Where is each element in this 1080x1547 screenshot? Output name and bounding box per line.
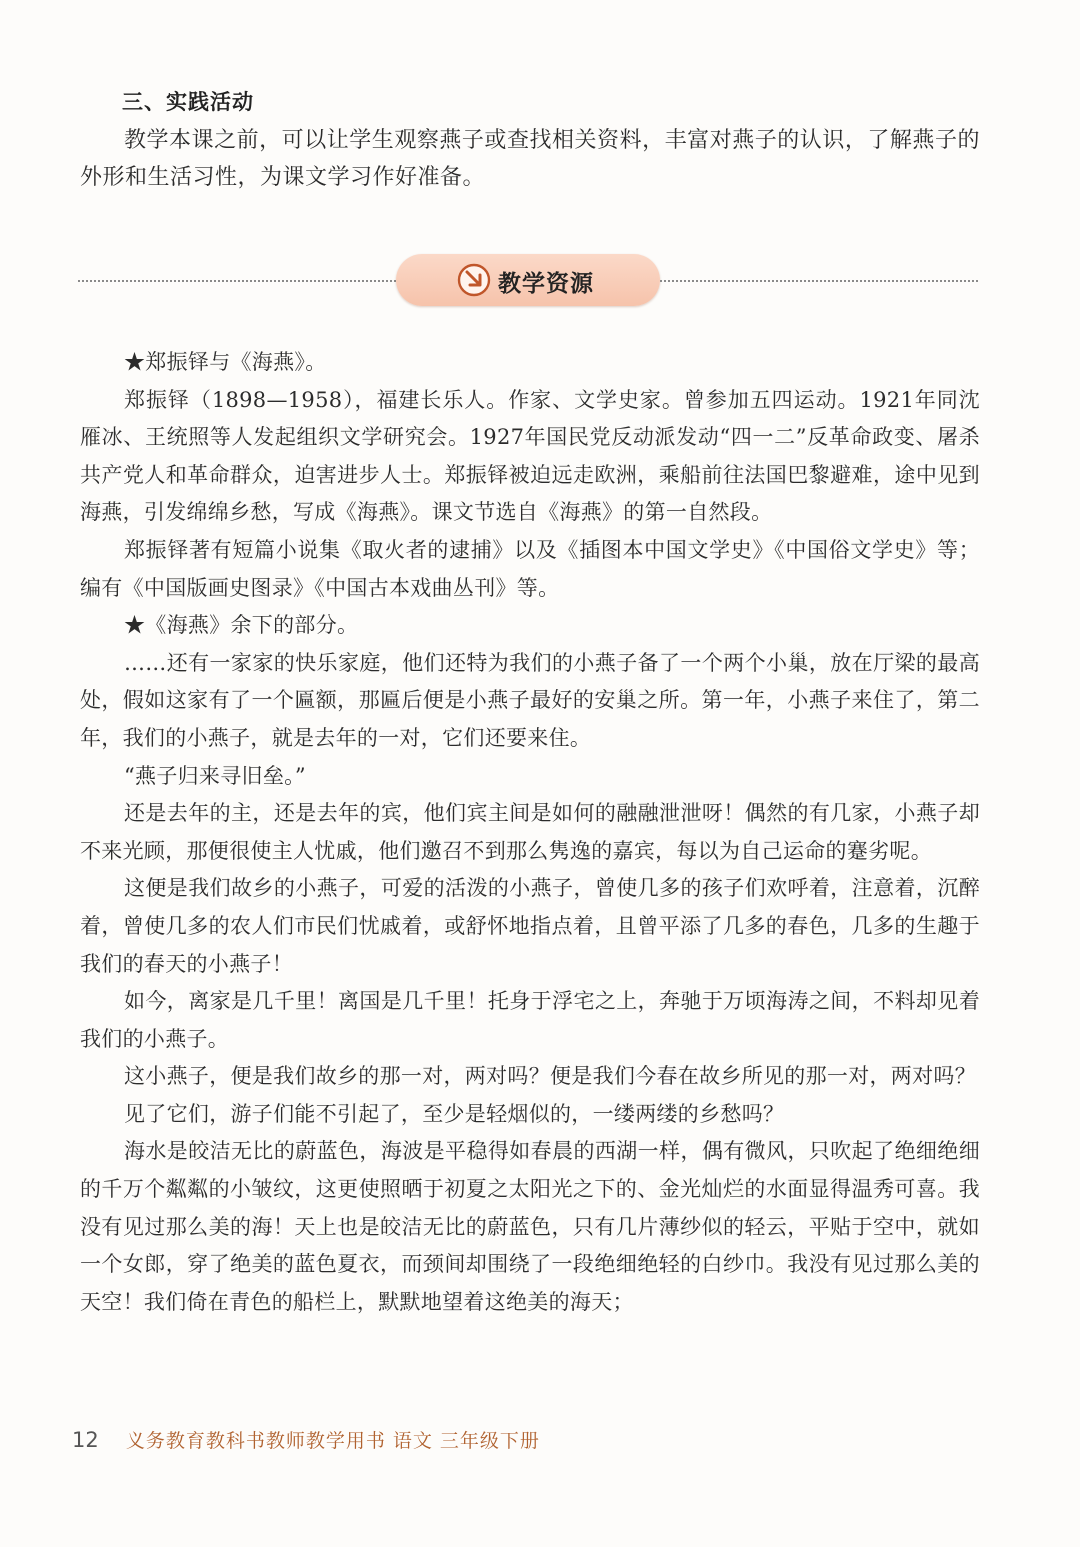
banner-left-dotted-rule (78, 280, 396, 282)
banner-right-dotted-rule (660, 280, 978, 282)
resource-paragraph: 如今，离家是几千里！离国是几千里！托身于浮宅之上，奔驰于万顷海涛之间，不料却见着我们的小燕子。 (80, 989, 980, 1051)
resources-body (80, 344, 980, 1321)
resources-banner (78, 252, 978, 310)
practice-heading: 三、实践活动 (122, 90, 254, 114)
resource-paragraph: 见了它们，游子们能不引起了，至少是轻烟似的，一缕两缕的乡愁吗？ (124, 1101, 785, 1126)
banner-title: 教学资源 (498, 271, 594, 297)
resource-paragraph: 郑振铎（1898—1958），福建长乐人。作家、文学史家。曾参加五四运动。1921年同沈雁冰、王统照等人发起组织文学研究会。1927年国民党反动派发动“四一二”反革命政变、屠杀共产党人和革命群众，迫害进步人士。郑振铎被迫远走欧洲，乘船前往法国巴黎避难，途中见到海燕，引发绵绵乡愁，写成《海燕》。课文节选自《海燕》的第一自然段。 (80, 387, 980, 525)
resource-paragraph: 这便是我们故乡的小燕子，可爱的活泼的小燕子，曾使几多的孩子们欢呼着，注意着，沉醉着，曾使几多的农人们市民们忧戚着，或舒怀地指点着，且曾平添了几多的春色，几多的生趣于我们的春天的小燕子！ (80, 876, 980, 976)
resource-paragraph: 还是去年的主，还是去年的宾，他们宾主间是如何的融融泄泄呀！偶然的有几家，小燕子却不来光顾，那便很使主人忧戚，他们邀召不到那么隽逸的嘉宾，每以为自己运命的蹇劣呢。 (80, 801, 980, 863)
page-footer (72, 1426, 540, 1453)
resource-paragraph: 郑振铎著有短篇小说集《取火者的逮捕》以及《插图本中国文学史》《中国俗文学史》等；编有《中国版画史图录》《中国古本戏曲丛刊》等。 (80, 537, 980, 600)
book-title: 义务教育教科书教师教学用书 语文 三年级下册 (125, 1430, 540, 1452)
resource-paragraph: ★《海燕》余下的部分。 (124, 613, 359, 638)
resource-paragraph: 海水是皎洁无比的蔚蓝色，海波是平稳得如春晨的西湖一样，偶有微风，只吹起了绝细绝细的千万个粼粼的小皱纹，这更使照晒于初夏之太阳光之下的、金光灿烂的水面显得温秀可喜。我没有见过那么美的海！天上也是皎洁无比的蔚蓝色，只有几片薄纱似的轻云，平贴于空中，就如一个女郎，穿了绝美的蓝色夏衣，而颈间却围绕了一段绝细绝轻的白纱巾。我没有见过那么美的天空！我们倚在青色的船栏上，默默地望着这绝美的海天； (80, 1139, 980, 1314)
resource-paragraph: ★郑振铎与《海燕》。 (124, 350, 327, 374)
arrow-down-right-circle-icon (456, 262, 492, 298)
resource-paragraph: “燕子归来寻旧垒。” (124, 763, 306, 788)
resource-paragraph: ……还有一家家的快乐家庭，他们还特为我们的小燕子备了一个两个小巢，放在厅梁的最高处，假如这家有了一个匾额，那匾后便是小燕子最好的安巢之所。第一年，小燕子来住了，第二年，我们的小燕子，就是去年的一对，它们还要来住。 (80, 650, 980, 750)
page-number: 12 (72, 1428, 99, 1452)
practice-paragraph: 教学本课之前，可以让学生观察燕子或查找相关资料，丰富对燕子的认识，了解燕子的外形和生活习性，为课文学习作好准备。 (80, 128, 980, 190)
resource-paragraph: 这小燕子，便是我们故乡的那一对，两对吗？便是我们今春在故乡所见的那一对，两对吗？ (124, 1064, 976, 1089)
